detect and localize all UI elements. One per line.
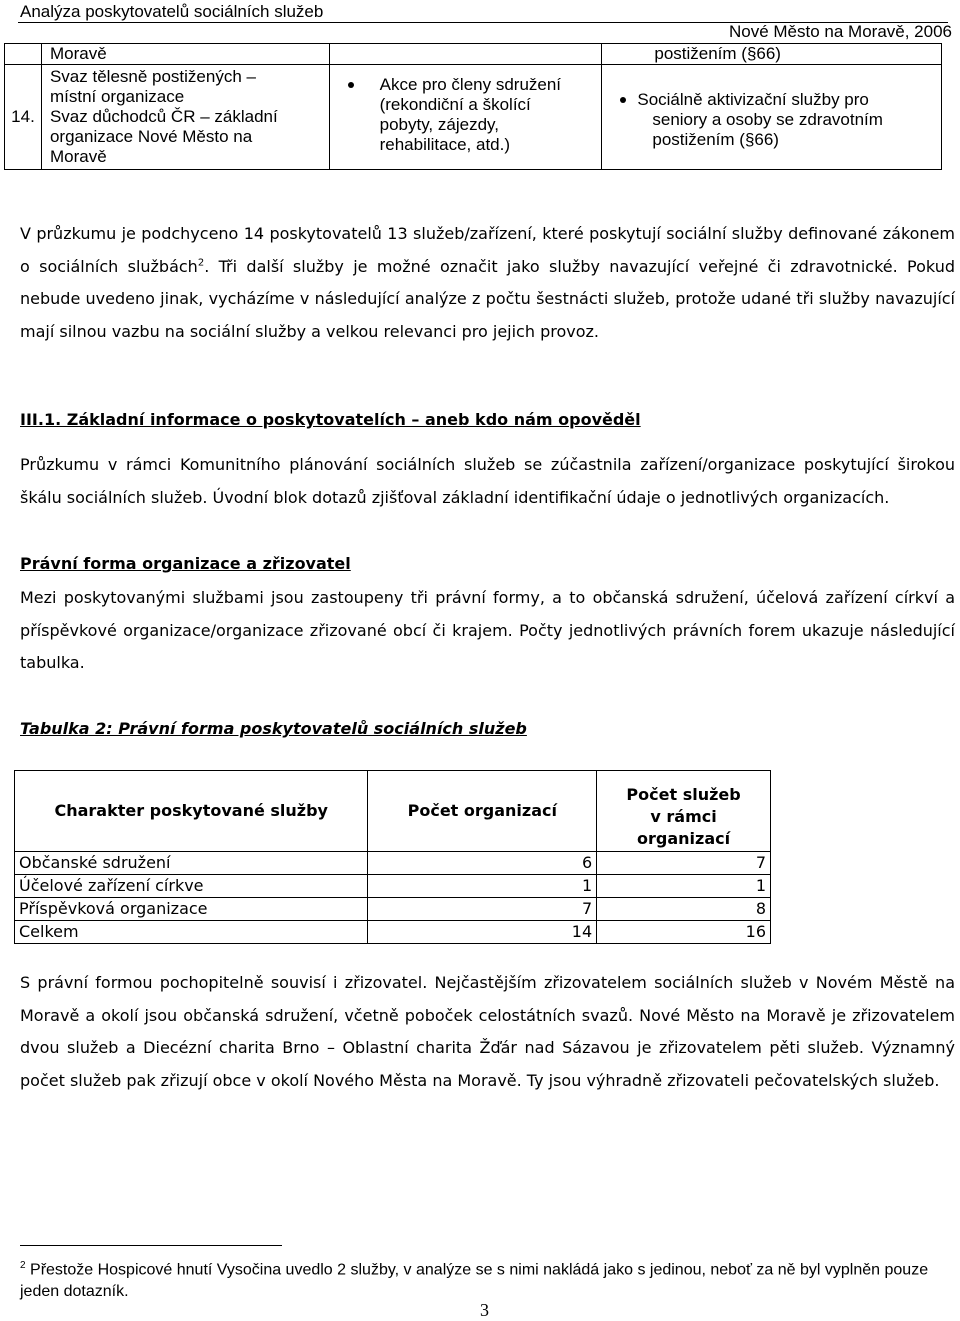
table-row <box>5 44 942 65</box>
row-label: Účelové zařízení církve <box>15 875 368 898</box>
row-label: Občanské sdružení <box>15 852 368 875</box>
running-header-title: Analýza poskytovatelů sociálních služeb <box>20 2 324 21</box>
row-number: 14. <box>5 65 42 170</box>
section-heading: III.1. Základní informace o poskytovatelích – aneb kdo nám opověděl <box>20 410 641 429</box>
paragraph-survey: Průzkumu v rámci Komunitního plánování sociálních služeb se zúčastnila zařízení/organizace poskytující širokou škálu sociálních služeb. Úvodní blok dotazů zjišťoval základní identifikační údaje o jednotlivých organizacích. <box>20 455 955 507</box>
table-row <box>15 852 771 875</box>
cell-services: 7 <box>597 852 771 875</box>
cell-services: 16 <box>597 921 771 944</box>
cell-services: Sociálně aktivizační služby pro seniory a osoby se zdravotním postižením (§66) <box>602 65 942 170</box>
table-row <box>15 898 771 921</box>
bullet-icon <box>620 97 626 103</box>
table-header-row <box>15 771 771 852</box>
col-header-type: Charakter poskytované služby <box>15 771 368 852</box>
paragraph-legal-forms: Mezi poskytovanými službami jsou zastoupeny tři právní formy, a to občanská sdružení, účelová zařízení církví a příspěvkové organizace/organizace zřizované obcí či krajem. Počty jednotlivých právních forem ukazuje následující tabulka. <box>20 588 955 672</box>
paragraph-intro: V průzkumu je podchyceno 14 poskytovatelů 13 služeb/zařízení, které poskytují sociální služby definované zákonem o sociálních službách$^2$. Tři další služby je možné označit jako služby navazující veřejné či zdravotnické. Pokud nebude uvedeno jinak, vycházíme v následující analýze z počtu šestnácti služeb, protože udané tři služby navazující mají silnou vazbu na sociální služby a velkou relevanci pro jejich provoz. <box>20 224 955 341</box>
footnote: $^2$ Přestože Hospicové hnutí Vysočina uvedlo 2 služby, v analýze se s nimi nakládá jako s jedinou, neboť za ně byl vyplněn pouze jeden dotazník. <box>20 1260 929 1301</box>
paragraph-founders: S právní formou pochopitelně souvisí i zřizovatel. Nejčastějším zřizovatelem sociálních služeb v Novém Městě na Moravě a okolí jsou občanská sdružení, včetně poboček celostátních svazů. Nové Město na Moravě je zřizovatelem dvou služeb a Diecézní charita Brno – Oblastní charita Žďár nad Sázavou je zřizovatelem pěti služeb. Významný počet služeb pak zřizují obce v okolí Nového Města na Moravě. Ty jsou výhradně zřizovateli pečovatelských služeb. <box>20 973 955 1090</box>
cell-organization: Svaz tělesně postižených – místní organizace Svaz důchodců ČR – základní organizace Nové Město na Moravě <box>41 65 329 170</box>
footnote-ref[interactable]: 2 <box>197 257 205 269</box>
cell-orgs: 6 <box>368 852 597 875</box>
cell-services: 1 <box>597 875 771 898</box>
table-row <box>15 875 771 898</box>
page-number: 3 <box>480 1300 489 1320</box>
row-label: Příspěvková organizace <box>15 898 368 921</box>
legal-form-table <box>14 770 771 944</box>
table-row <box>15 921 771 944</box>
col-header-services: Počet služeb v rámci organizací <box>597 771 771 852</box>
table-caption: Tabulka 2: Právní forma poskytovatelů sociálních služeb <box>20 719 527 738</box>
footnote-rule <box>20 1245 282 1246</box>
bullet-icon <box>348 82 354 88</box>
cell-services: 8 <box>597 898 771 921</box>
cell-orgs: 7 <box>368 898 597 921</box>
running-header-place-date: Nové Město na Moravě, 2006 <box>728 22 952 41</box>
col-header-orgs: Počet organizací <box>368 771 597 852</box>
row-label: Celkem <box>15 921 368 944</box>
cell-orgs: 14 <box>368 921 597 944</box>
subheading-legal-form: Právní forma organizace a zřizovatel <box>20 554 351 573</box>
footnote-number: 2 <box>20 1260 26 1271</box>
cell-activities: Akce pro členy sdružení (rekondiční a školící pobyty, zájezdy, rehabilitace, atd.) <box>329 65 602 170</box>
cell-org-cont: Moravě <box>41 44 329 65</box>
cell-service-cont: postižením (§66) <box>602 44 942 65</box>
cell-orgs: 1 <box>368 875 597 898</box>
providers-table-fragment <box>4 43 942 170</box>
table-row <box>5 65 942 170</box>
